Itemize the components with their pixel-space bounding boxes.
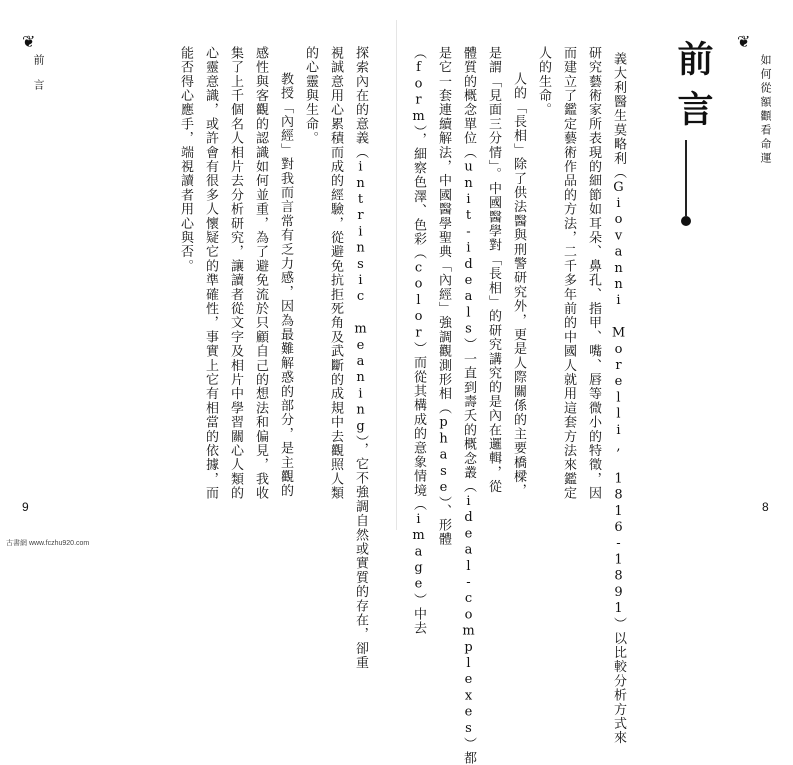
right-text-col-2: 研究藝術家所表現的細節如耳朵、鼻孔、指甲、嘴、唇等微小的特徵，因	[586, 46, 601, 501]
page-gutter	[396, 20, 397, 530]
chapter-title: 前言	[672, 40, 714, 140]
right-text-col-8: 是它一套連續解法，中國醫學聖典「內經」強調觀測形相（phase）、形體	[436, 46, 451, 547]
right-text-col-5: 人的「長相」除了供法醫與刑警研究外，更是人際關係的主要橋樑，	[511, 72, 526, 498]
left-text-col-4: 教授「內經」對我而言常有乏力感，因為最難解惑的部分，是主觀的	[278, 72, 293, 498]
left-text-col-3: 的心靈與生命。	[303, 46, 318, 146]
right-text-col-1: 義大利醫生莫略利（Giovanni Morelli, 1816-1891）以比較分析方式來	[611, 52, 626, 745]
left-text-col-2: 視誠意用心累積而成的經驗，從避免抗拒死角及武斷的成規中去觀照人類	[328, 46, 343, 501]
left-text-col-7: 心靈意識，或許會有很多人懷疑它的準確性，事實上它有相當的依據，而	[203, 46, 218, 501]
ornament-icon: ❦	[22, 32, 36, 51]
right-text-col-4: 人的生命。	[536, 46, 551, 117]
right-running-header: 如何從額顴看命運	[759, 54, 772, 166]
right-text-col-7: 體質的概念單位（unit-ideals）一直到壽夭的概念叢（ideal-complexes）都	[461, 46, 476, 765]
left-running-header: 前言	[32, 54, 45, 104]
left-text-col-6: 集了上千個名人相片去分析研究，讓讀者從文字及相片中學習關心人類的	[228, 46, 243, 501]
footer-watermark: 古書網 www.fczhu920.com	[6, 540, 90, 547]
right-text-col-9: （form），細察色澤、色彩（color）而從其構成的意象情境（image）中去	[411, 46, 426, 636]
chapter-dot	[681, 216, 691, 226]
right-text-col-6: 是謂「見面三分情」。中國醫學對「長相」的研究講究的是內在邏輯，從	[486, 46, 501, 494]
right-page-number: 8	[762, 500, 769, 514]
chapter-rule	[685, 140, 687, 216]
left-text-col-1: 探索內在的意義（intrinsic meaning），它不強調自然或實質的存在，卻重	[353, 46, 368, 670]
left-text-col-5: 感性與客觀的認識如何並重，為了避免流於只顧自己的想法和偏見，我收	[253, 46, 268, 501]
left-text-col-8: 能否得心應手，端視讀者用心與否。	[178, 46, 193, 274]
left-page-number: 9	[22, 500, 29, 514]
right-text-col-3: 而建立了鑑定藝術作品的方法，二千多年前的中國人就用這套方法來鑑定	[561, 46, 576, 501]
ornament-icon: ❦	[737, 32, 751, 51]
